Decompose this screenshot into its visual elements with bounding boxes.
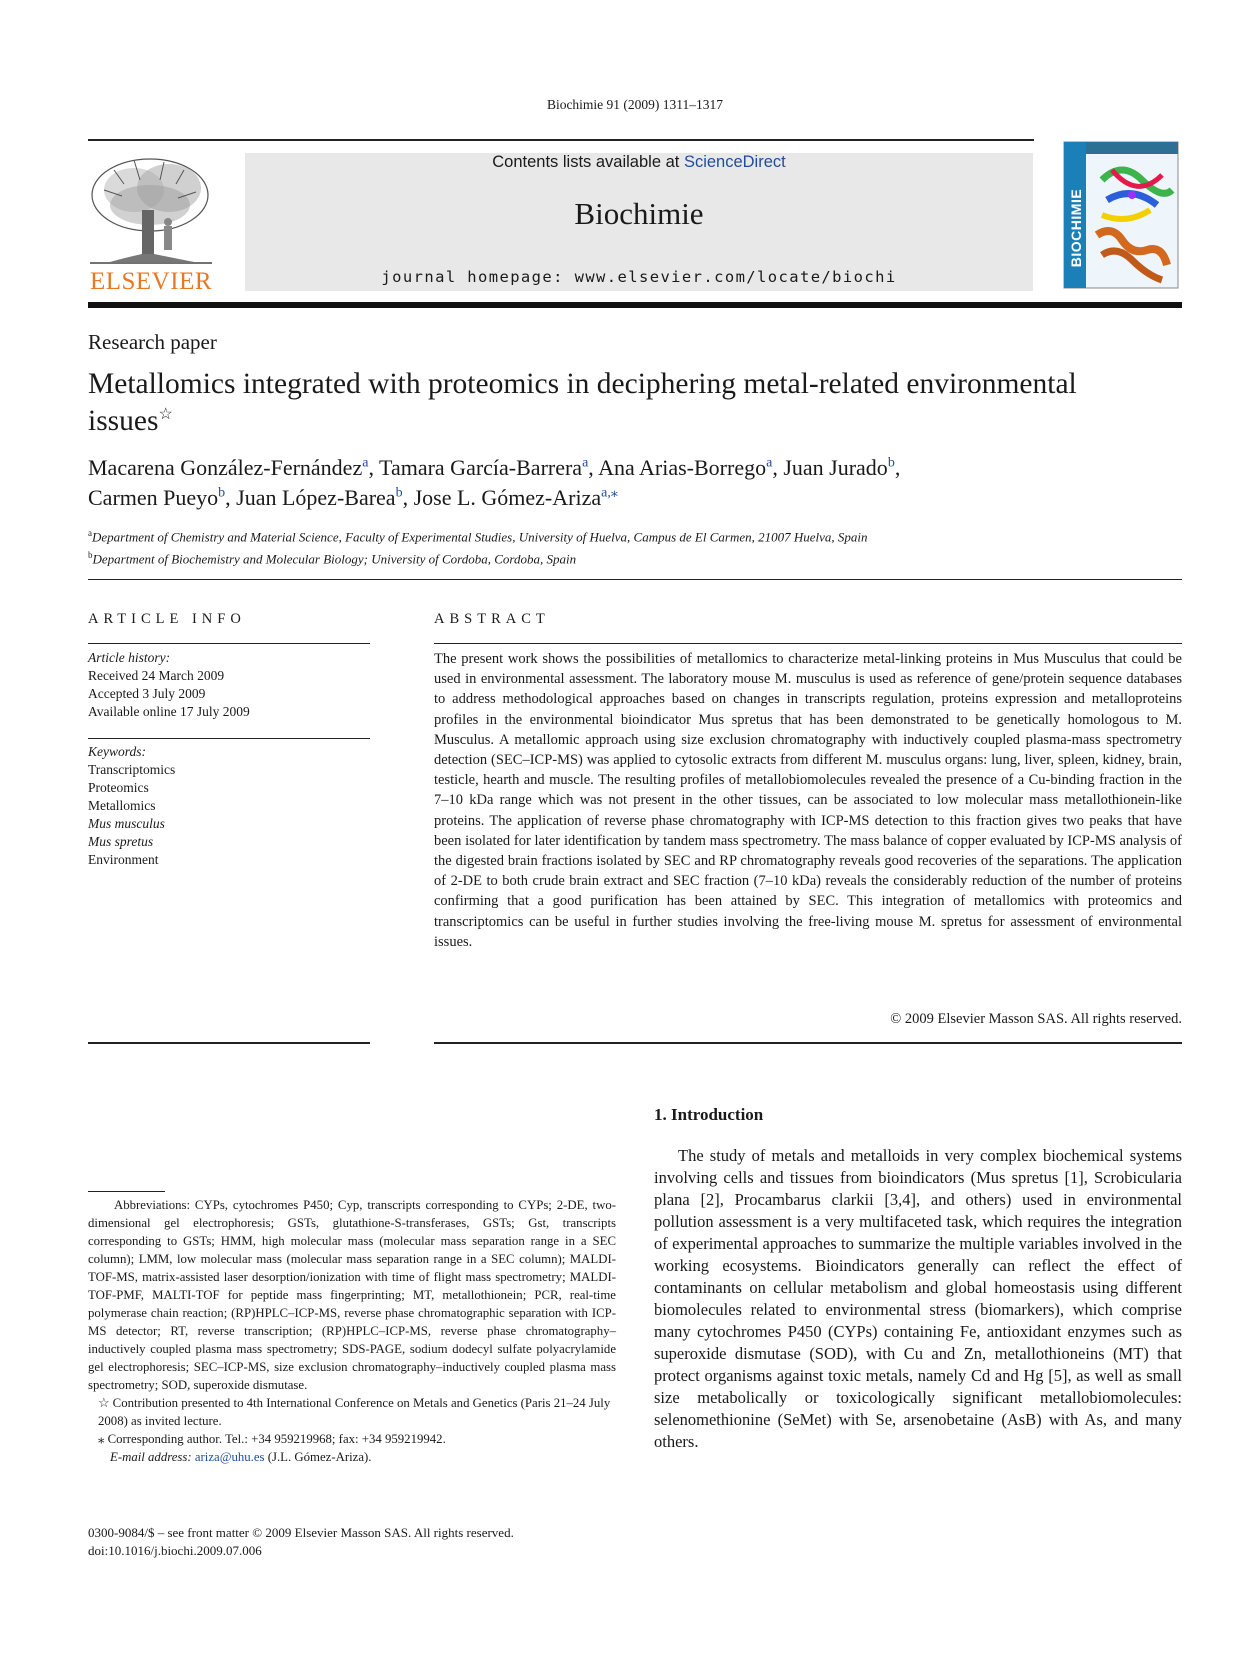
- title-footnote-star[interactable]: ☆: [158, 406, 173, 424]
- keyword: Environment: [88, 852, 159, 867]
- affiliation-text: Department of Biochemistry and Molecular Biology; University of Cordoba, Cordoba, Spain: [92, 551, 577, 567]
- abstract-copyright: © 2009 Elsevier Masson SAS. All rights reserved.: [890, 1011, 1182, 1027]
- article-title: [88, 366, 1088, 440]
- article-info-rule: [88, 738, 370, 739]
- abstract-rule: [434, 643, 1182, 644]
- keywords: [88, 743, 370, 869]
- author-name[interactable]: Macarena González-Fernández: [88, 455, 363, 480]
- email-link[interactable]: ariza@uhu.es: [194, 1450, 265, 1464]
- affiliation-text: Department of Chemistry and Material Science, Faculty of Experimental Studies, University of Huelva, Campus de El Carmen, 21007 Huelva, Spain: [92, 529, 868, 545]
- author-affiliation-mark[interactable]: b: [218, 485, 226, 501]
- article-info-rule: [88, 643, 370, 644]
- author-separator: ,: [225, 485, 237, 510]
- abbreviations-footnote: Abbreviations: CYPs, cytochromes P450; Cyp, transcripts corresponding to CYPs; 2-DE, two-dimensional gel electrophoresis; GSTs, glutathione-S-transferases, GSTs; Gst, transcripts corresponding to GSTs; HMM, high molecular mass (molecular mass separation range in a SEC column); LMM, low molecular mass (molecular mass separation range in a SEC column); MALDI-TOF-MS, matrix-assisted laser desorption/ionization with time of flight mass spectrometry; MALDI-TOF-PMF, MALTI-TOF for peptide mass fingerprinting; MT, metallothionein; PCR, real-time polymerase chain reaction; (RP)HPLC–ICP-MS, reverse phase chromatographic separation with ICP-MS detector; RT, reverse transcription; (RP)HPLC–ICP-MS, reverse phase chromatography–inductively coupled plasma mass spectrometry; SDS-PAGE, sodium dodecyl sulfate polyacrylamide gel electrophoresis; SEC–ICP-MS, size exclusion chromatography–inductively coupled plasma mass spectrometry; SOD, superoxide dismutase.: [88, 1198, 616, 1392]
- author-affiliation-mark[interactable]: a,⁎: [601, 485, 618, 501]
- author-separator: ,: [402, 485, 414, 510]
- abstract-heading: ABSTRACT: [434, 611, 550, 627]
- article-info-heading: ARTICLE INFO: [88, 611, 246, 627]
- author-affiliation-mark[interactable]: a: [582, 455, 589, 471]
- email-footnote: [88, 1448, 616, 1466]
- author-name[interactable]: Ana Arias-Borrego: [598, 455, 767, 480]
- article-type-label: Research paper: [88, 330, 217, 354]
- front-matter: [88, 1524, 648, 1560]
- article-history: [88, 649, 370, 721]
- journal-homepage-link[interactable]: journal homepage: www.elsevier.com/locate/biochi: [381, 268, 897, 286]
- author-separator: ,: [368, 455, 380, 480]
- cover-title: BIOCHIMIE: [1068, 188, 1084, 268]
- journal-cover-thumbnail[interactable]: [1062, 140, 1180, 290]
- email-label: E-mail address:: [110, 1450, 195, 1464]
- journal-name: Biochimie: [574, 196, 704, 231]
- author-name[interactable]: Carmen Pueyo: [88, 485, 219, 510]
- footnotes: [88, 1196, 616, 1466]
- affiliations: [88, 524, 1188, 569]
- email-suffix: (J.L. Gómez-Ariza).: [264, 1450, 372, 1464]
- author-affiliation-mark[interactable]: b: [395, 485, 403, 501]
- author-name[interactable]: Jose L. Gómez-Ariza: [413, 485, 602, 510]
- affiliation-mark: b: [88, 550, 93, 561]
- author-name[interactable]: Juan López-Barea: [236, 485, 396, 510]
- header-rule: [88, 139, 1034, 141]
- article-info-bottom-rule: [88, 1042, 370, 1044]
- keyword: Metallomics: [88, 798, 156, 813]
- keyword: Mus spretus: [88, 834, 154, 849]
- elsevier-wordmark: ELSEVIER: [89, 268, 213, 295]
- author-name[interactable]: Juan Jurado: [783, 455, 888, 480]
- sciencedirect-link[interactable]: ScienceDirect: [683, 153, 786, 171]
- keyword: Mus musculus: [88, 816, 165, 831]
- corresponding-author-footnote: ⁎ Corresponding author. Tel.: +34 959219968; fax: +34 959219942.: [98, 1432, 446, 1446]
- contribution-footnote: ☆ Contribution presented to 4th International Conference on Metals and Genetics (Paris 21–24 July 2008) as invited lecture.: [98, 1396, 611, 1428]
- doi-link[interactable]: doi:10.1016/j.biochi.2009.07.006: [88, 1543, 262, 1558]
- issn-line: 0300-9084/$ – see front matter © 2009 Elsevier Masson SAS. All rights reserved.: [88, 1525, 514, 1540]
- journal-citation: Biochimie 91 (2009) 1311–1317: [546, 97, 724, 112]
- author-separator: ,: [588, 455, 599, 480]
- author-separator: ,: [772, 455, 784, 480]
- keyword: Proteomics: [88, 780, 149, 795]
- author-name[interactable]: Tamara García-Barrera: [379, 455, 583, 480]
- author-list: [88, 453, 1178, 513]
- author-separator: ,: [894, 455, 901, 480]
- online-date: Available online 17 July 2009: [88, 704, 250, 719]
- author-affiliation-mark[interactable]: a: [362, 455, 369, 471]
- contents-prefix: Contents lists available at: [492, 153, 684, 171]
- abstract-text: The present work shows the possibilities of metallomics to characterize metal-linking proteins in Mus Musculus that could be used in environmental assessment. The laboratory mouse M. musculus is used as reference of gene/protein sequence databases to address methodological approaches based on changes in transcripts regulation, proteins expression and metalloproteins profiles in the environmental bioindicator Mus spretus that has been demonstrated to be genetically homologous to M. Musculus. A metallomic approach using size exclusion chromatography with inductively coupled plasma-mass spectrometry detection (SEC–ICP-MS) was applied to cytosolic extracts from different M. musculus organs: lung, liver, spleen, kidney, brain, testicle, hearth and muscle. The resulting profiles of metallobiomolecules revealed the presence of a Cu-binding fraction in the 7–10 kDa range which was not present in the other tissues, can be associated to low molecular mass metallothionein-like proteins. The application of reverse phase chromatography with ICP-MS detection to this fraction gives two peaks that have been isolated for later identification by tandem mass spectrometry. The mass balance of copper evaluated by ICP-MS analysis of the digested brain fractions isolated by SEC and RP chromatography reveals good recoveries of the separations. The application of 2-DE to both crude brain extract and SEC fraction (7–10 kDa) reveals the considerably reduction of the number of proteins confirming that a good purification has been attained by SEC. This integration of metallomics with proteomics and transcriptomics can be useful in further studies involving the free-living mouse M. spretus for assessment of environmental issues.: [434, 651, 1182, 950]
- affiliation-line: [88, 524, 1188, 546]
- keywords-label: Keywords:: [88, 744, 146, 759]
- section-rule: [88, 579, 1182, 580]
- introduction-text: The study of metals and metalloids in very complex biochemical systems involving cells and tissues from bioindicators (Mus spretus [1], Scrobicularia plana [2], Procambarus clarkii [3,4], and others) used in environmental pollution assessment is a very multifaceted task, which requires the integration of experimental approaches to summarize the multiple variables involved in the working ecosystems. Bioindicators generally can reflect the effect of contaminants on cellular metabolism and global homeostasis using different biomolecules related to environmental stress (biomarkers), which comprise many cytochromes P450 (CYPs) containing Fe, antioxidant enzymes such as superoxide dismutase (SOD), with Cu and Zn, metallothioneins (MT) that protect organisms against toxic metals, namely Cd and Hg [5], as well as small size metabolically or toxicologically significant metallobiomolecules: selenomethionine (SeMet) with Se, arsenobetaine (AsB) with As, and many others.: [654, 1146, 1182, 1451]
- history-label: Article history:: [88, 650, 171, 665]
- header-thick-rule: [88, 302, 1182, 308]
- article-title-text: Metallomics integrated with proteomics in deciphering metal-related environmental issues: [88, 368, 1077, 437]
- contents-line: [245, 153, 1033, 172]
- received-date: Received 24 March 2009: [88, 668, 225, 683]
- abstract-bottom-rule: [434, 1042, 1182, 1044]
- author-affiliation-mark[interactable]: a: [766, 455, 773, 471]
- accepted-date: Accepted 3 July 2009: [88, 686, 206, 701]
- author-affiliation-mark[interactable]: b: [887, 455, 895, 471]
- keyword: Transcriptomics: [88, 762, 176, 777]
- elsevier-logo[interactable]: [84, 150, 218, 295]
- affiliation-line: [88, 546, 1188, 568]
- affiliation-mark: a: [88, 528, 92, 538]
- introduction-heading: 1. Introduction: [654, 1105, 764, 1124]
- footnote-rule: [88, 1191, 165, 1192]
